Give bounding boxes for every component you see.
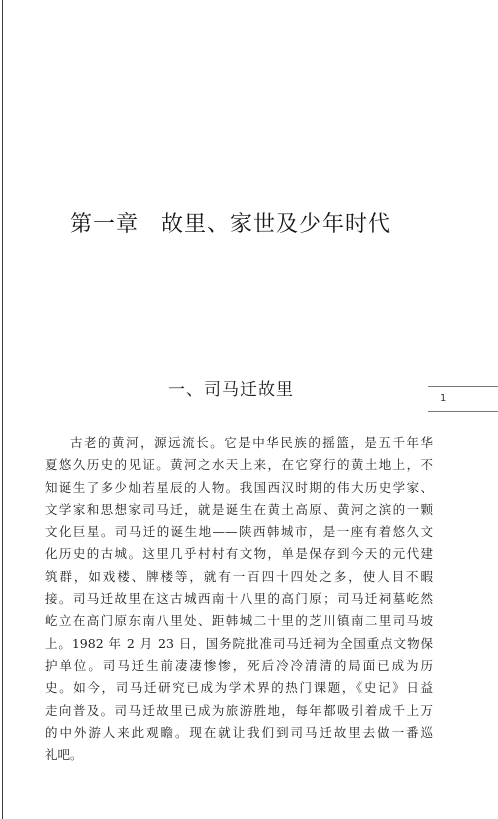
text-line: 文学家和思想家司马迁，就是诞生在黄土高原、黄河之滨的一颗 <box>45 501 433 517</box>
text-line: 护单位。司马迁生前凄凄惨惨，死后冷冷清清的局面已成为历 <box>45 657 433 673</box>
text-line: 屹立在高门原东南八里处、距韩城二十里的芝川镇南二里司马坡 <box>45 613 433 629</box>
body-paragraph <box>45 432 433 766</box>
text-line: 知诞生了多少灿若星辰的人物。我国西汉时期的伟大历史学家、 <box>45 479 433 495</box>
page-number-marker <box>428 386 498 412</box>
chapter-number: 第一章 <box>70 212 140 237</box>
chapter-title-text: 故里、家世及少年时代 <box>161 212 392 237</box>
page-edge-line <box>2 0 3 819</box>
text-line: 化历史的古城。这里几乎村村有文物，单是保存到今天的元代建 <box>45 546 433 562</box>
page-marker-rule-top <box>428 386 498 387</box>
text-line: 接。司马迁故里在这古城西南十八里的高门原；司马迁祠墓屹然 <box>45 591 433 607</box>
text-line: 史。如今，司马迁研究已成为学术界的热门课题，《史记》日益 <box>45 680 433 696</box>
page-marker-rule-bottom <box>428 411 498 412</box>
text-line: 文化巨星。司马迁的诞生地——陕西韩城市，是一座有着悠久文 <box>45 524 433 540</box>
text-line: 礼吧。 <box>45 747 83 763</box>
text-line: 筑群，如戏楼、牌楼等，就有一百四十四处之多，使人目不暇 <box>45 568 433 584</box>
section-heading: 一、司马迁故里 <box>168 380 294 400</box>
text-line: 的中外游人来此观瞻。现在就让我们到司马迁故里去做一番巡 <box>45 724 433 740</box>
text-line: 古老的黄河，源远流长。它是中华民族的摇篮，是五千年华 <box>70 435 433 450</box>
text-line: 走向普及。司马迁故里已成为旅游胜地，每年都吸引着成千上万 <box>45 702 433 718</box>
chapter-heading <box>70 207 400 238</box>
text-line: 上。1982 年 2 月 23 日，国务院批准司马迁祠为全国重点文物保 <box>45 635 433 651</box>
page-number: 1 <box>440 393 447 404</box>
text-line: 夏悠久历史的见证。黄河之水天上来，在它穿行的黄土地上，不 <box>45 457 433 473</box>
